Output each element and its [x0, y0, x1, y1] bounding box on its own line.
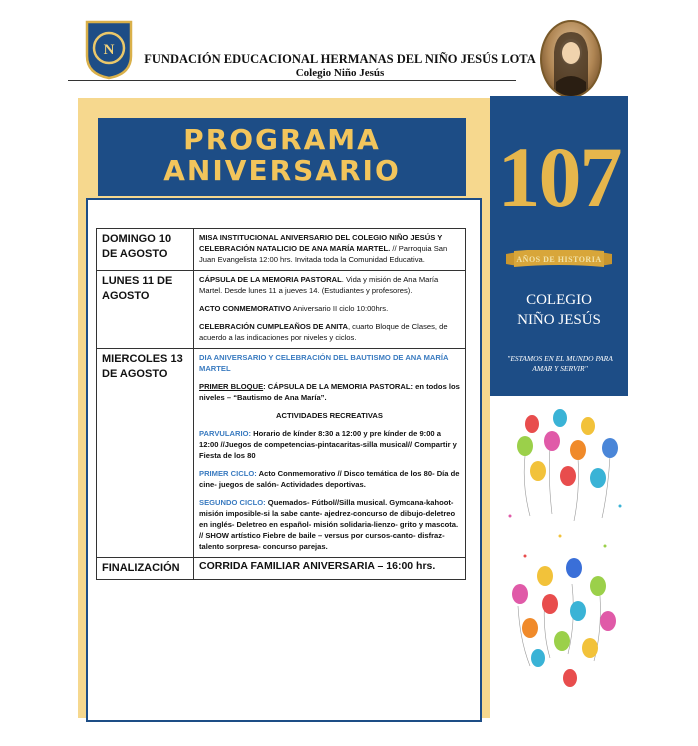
- schedule-table: [96, 228, 466, 580]
- founder-portrait: [540, 20, 602, 98]
- event-title: MISA INSTITUCIONAL ANIVERSARIO DEL COLEGIO NIÑO JESÚS Y CELEBRACIÓN NATALICIO DE ANA MARÍA MARTEL.: [199, 233, 443, 253]
- program-title-line1: PROGRAMA: [183, 123, 381, 156]
- event-text: . Vida y misión de Ana María Martel. Desde lunes 11 a jueves 14. (Estudiantes y profesores).: [199, 275, 439, 295]
- activities-heading: ACTIVIDADES RECREATIVAS: [276, 411, 383, 420]
- program-title: [98, 124, 466, 186]
- balloons-illustration: [490, 396, 640, 726]
- primer-ciclo-text: Acto Conmemorativo // Disco temática de los 80- Día de cine- juegos de salón- Actividades deportivas.: [199, 469, 460, 489]
- svg-text:N: N: [103, 42, 115, 58]
- parvulario-label: PARVULARIO:: [199, 429, 252, 438]
- school-name: Colegio Niño Jesús: [295, 67, 385, 79]
- event-heading: DIA ANIVERSARIO Y CELEBRACIÓN DEL BAUTISMO DE ANA MARÍA MARTEL: [199, 353, 449, 373]
- day-cell: LUNES 11 DE AGOSTO: [97, 271, 194, 349]
- event-cell: [194, 229, 466, 271]
- table-row: [97, 271, 466, 349]
- primer-bloque-label: PRIMER BLOQUE: [199, 382, 264, 391]
- table-row: [97, 229, 466, 271]
- event-title: CORRIDA FAMILIAR ANIVERSARIA: [199, 560, 375, 572]
- segundo-ciclo-label: SEGUNDO CICLO:: [199, 498, 266, 507]
- event-text: – 16:00 hrs.: [374, 560, 436, 572]
- header-divider: [68, 80, 516, 81]
- segundo-ciclo-text: Quemados- Fútbol//Silla musical. Gymcana-kahoot-misión imposible-si la sabe cante- ajedrez-concurso de dibujo-deletreo en inglés- Deletreo en español- misión solidaria-lienzo- grito y mascota. // SHOW artístico Fiebre de baile – versus por cursos-canto- disfraz- talento sorpresa- concurso parejas.: [199, 498, 459, 551]
- anniversary-number: 107: [497, 129, 621, 225]
- event-title: CELEBRACIÓN CUMPLEAÑOS DE ANITA: [199, 322, 348, 331]
- table-row: [97, 349, 466, 558]
- event-text: Aniversario II ciclo 10:00hrs.: [291, 304, 389, 313]
- ribbon-text: AÑOS DE HISTORIA: [516, 255, 602, 264]
- motto: "ESTAMOS EN EL MUNDO PARA AMAR Y SERVIR": [507, 354, 613, 373]
- badge-line2: NIÑO JESÚS: [517, 312, 601, 328]
- event-text: , cuarto Bloque de Clases, de acuerdo a las indicaciones por niveles y ciclos.: [199, 322, 448, 342]
- primer-bloque-text: : CÁPSULA DE LA MEMORIA PASTORAL: en todos los niveles – “Bautismo de Ana María”.: [199, 382, 460, 402]
- day-cell: DOMINGO 10 DE AGOSTO: [97, 229, 194, 271]
- badge-line1: COLEGIO: [526, 292, 592, 308]
- table-row: [97, 558, 466, 580]
- school-crest-logo: [85, 20, 133, 80]
- event-title: ACTO CONMEMORATIVO: [199, 304, 292, 313]
- event-cell: [194, 271, 466, 349]
- event-text: // Parroquia San Juan Evangelista 12:00 hrs. Invitada toda la Comunidad Educativa.: [199, 244, 448, 264]
- parvulario-text: Horario de kínder 8:30 a 12:00 y pre kínder de 9:00 a 12:00 //Juegos de competencias-pintacaritas-silla musical// Compartir y Fiesta de los 80: [199, 429, 457, 460]
- program-title-line2: ANIVERSARIO: [163, 154, 401, 187]
- day-cell: FINALIZACIÓN: [97, 558, 194, 580]
- org-name: FUNDACIÓN EDUCACIONAL HERMANAS DEL NIÑO JESÚS LOTA: [144, 52, 536, 66]
- event-cell: [194, 558, 466, 580]
- day-cell: MIERCOLES 13 DE AGOSTO: [97, 349, 194, 558]
- event-cell: [194, 349, 466, 558]
- primer-ciclo-label: PRIMER CICLO:: [199, 469, 257, 478]
- event-title: CÁPSULA DE LA MEMORIA PASTORAL: [199, 275, 342, 284]
